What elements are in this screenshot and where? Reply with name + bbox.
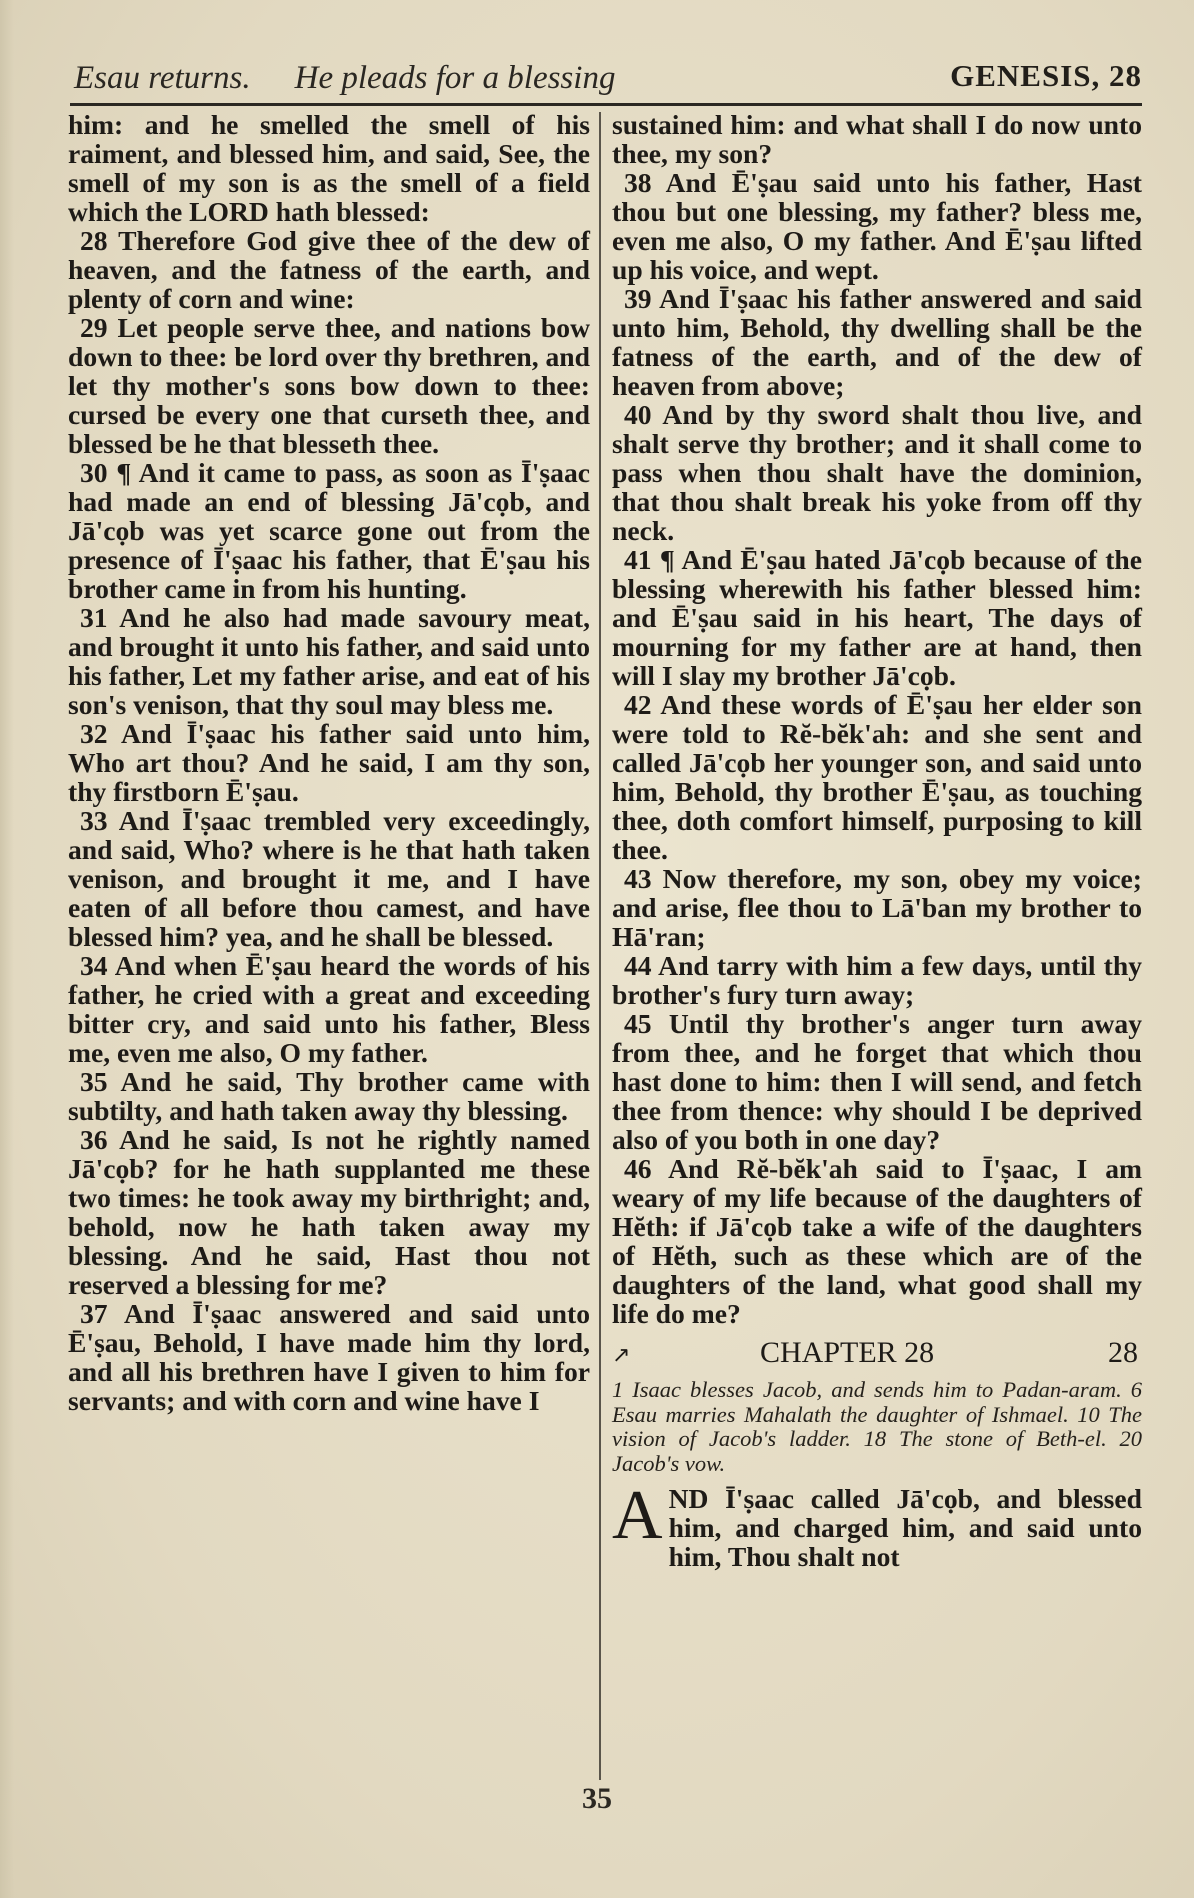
verse-paragraph: 41 ¶ And Ē'ṣau hated Jā'cọb because of the blessing wherewith his father blessed him: and Ē'ṣau said in his heart, The days of mourning for my father are at hand, then will I slay my brother Jā'cọb.: [612, 544, 1142, 691]
verse-paragraph: 42 And these words of Ē'ṣau her elder son were told to Rĕ-bĕk'ah: and she sent and called Jā'cọb her younger son, and said unto him, Behold, thy brother Ē'ṣau, as touching thee, doth comfort himself, purposing to kill thee.: [612, 689, 1142, 865]
verse-paragraph: 28 Therefore God give thee of the dew of heaven, and the fatness of the earth, and plenty of corn and wine:: [68, 225, 590, 314]
verse-paragraph: 30 ¶ And it came to pass, as soon as Ī'ṣaac had made an end of blessing Jā'cọb, and Jā'cọb was yet scarce gone out from the presence of Ī'ṣaac his father, that Ē'ṣau his brother came in from his hunting.: [68, 457, 590, 604]
pointer-mark-icon: ↗: [612, 1342, 631, 1367]
verse-paragraph: 45 Until thy brother's anger turn away from thee, and he forget that which thou hast done to him: then I will send, and fetch thee from thence: why should I be deprived also of you both in one day?: [612, 1008, 1142, 1155]
chapter-title: CHAPTER 28: [760, 1336, 935, 1369]
verse-paragraph: 36 And he said, Is not he rightly named Jā'cọb? for he hath supplanted me these two times: he took away my birthright; and, behold, now he hath taken away my blessing. And he said, Hast thou not reserved a blessing for me?: [68, 1124, 590, 1300]
running-header: [70, 54, 1142, 100]
verse-paragraph: 46 And Rĕ-bĕk'ah said to Ī'ṣaac, I am weary of my life because of the daughters of Hĕth: if Jā'cọb take a wife of the daughters of Hĕth, such as these which are of the daughters of the land, what good shall my life do me?: [612, 1153, 1142, 1329]
page-spine-shadow: [0, 0, 14, 1898]
chapter-opening: [612, 1477, 1142, 1572]
verse-paragraph: 29 Let people serve thee, and nations bow down to thee: be lord over thy brethren, and let thy mother's sons bow down to thee: cursed be every one that curseth thee, and blessed be he that blesseth thee.: [68, 312, 590, 459]
header-book-chapter: GENESIS, 28: [950, 58, 1142, 93]
verse-paragraph: 32 And Ī'ṣaac his father said unto him, Who art thou? And he said, I am thy son, thy firstborn Ē'ṣau.: [68, 718, 590, 807]
header-topic-b: He pleads for a blessing: [294, 60, 616, 96]
header-topic: [74, 60, 659, 97]
verse-paragraph: sustained him: and what shall I do now unto thee, my son?: [612, 109, 1142, 169]
verse-paragraph: 34 And when Ē'ṣau heard the words of his father, he cried with a great and exceeding bitter cry, and said unto his father, Bless me, even me also, O my father.: [68, 950, 590, 1068]
verse-paragraph: 40 And by thy sword shalt thou live, and shalt serve thy brother; and it shall come to pass when thou shalt have the dominion, that thou shalt break his yoke from off thy neck.: [612, 399, 1142, 546]
page-number: 35: [582, 1782, 612, 1815]
header-rule: [70, 103, 1142, 106]
verse-paragraph: 37 And Ī'ṣaac answered and said unto Ē'ṣau, Behold, I have made him thy lord, and all his brethren have I given to him for servants; and with corn and wine have I: [68, 1298, 590, 1416]
right-column: [612, 110, 1142, 1571]
verse-paragraph: 44 And tarry with him a few days, until thy brother's fury turn away;: [612, 950, 1142, 1010]
verse-paragraph: 43 Now therefore, my son, obey my voice; and arise, flee thou to Lā'ban my brother to Hā'ran;: [612, 863, 1142, 952]
verse-paragraph: 38 And Ē'ṣau said unto his father, Hast thou but one blessing, my father? bless me, even me also, O my father. And Ē'ṣau lifted up his voice, and wept.: [612, 167, 1142, 285]
verse-paragraph: 39 And Ī'ṣaac his father answered and said unto him, Behold, thy dwelling shall be the fatness of the earth, and of the dew of heaven from above;: [612, 283, 1142, 401]
chapter-heading: [612, 1336, 1142, 1376]
verse-paragraph: 33 And Ī'ṣaac trembled very exceedingly, and said, Who? where is he that hath taken venison, and brought it me, and I have eaten of all before thou camest, and have blessed him? yea, and he shall be blessed.: [68, 805, 590, 952]
drop-cap: A: [612, 1477, 663, 1554]
chapter-opening-text: ND Ī'ṣaac called Jā'cọb, and blessed him, and charged him, and said unto him, Thou shalt not: [668, 1483, 1142, 1572]
verse-paragraph: him: and he smelled the smell of his raiment, and blessed him, and said, See, the smell of my son is as the smell of a field which the LORD hath blessed:: [68, 109, 590, 227]
verse-paragraph: 31 And he also had made savoury meat, and brought it unto his father, and said unto his father, Let my father arise, and eat of his son's venison, that thy soul may bless me.: [68, 602, 590, 720]
column-divider: [599, 112, 601, 1780]
chapter-summary: 1 Isaac blesses Jacob, and sends him to Padan-aram. 6 Esau marries Mahalath the daughter of Ishmael. 10 The vision of Jacob's ladder. 18 The stone of Beth-el. 20 Jacob's vow.: [612, 1377, 1142, 1476]
header-topic-a: Esau returns.: [74, 60, 251, 96]
verse-paragraph: 35 And he said, Thy brother came with subtilty, and hath taken away thy blessing.: [68, 1066, 590, 1126]
left-column: [68, 110, 590, 1415]
chapter-number: 28: [1108, 1336, 1138, 1369]
